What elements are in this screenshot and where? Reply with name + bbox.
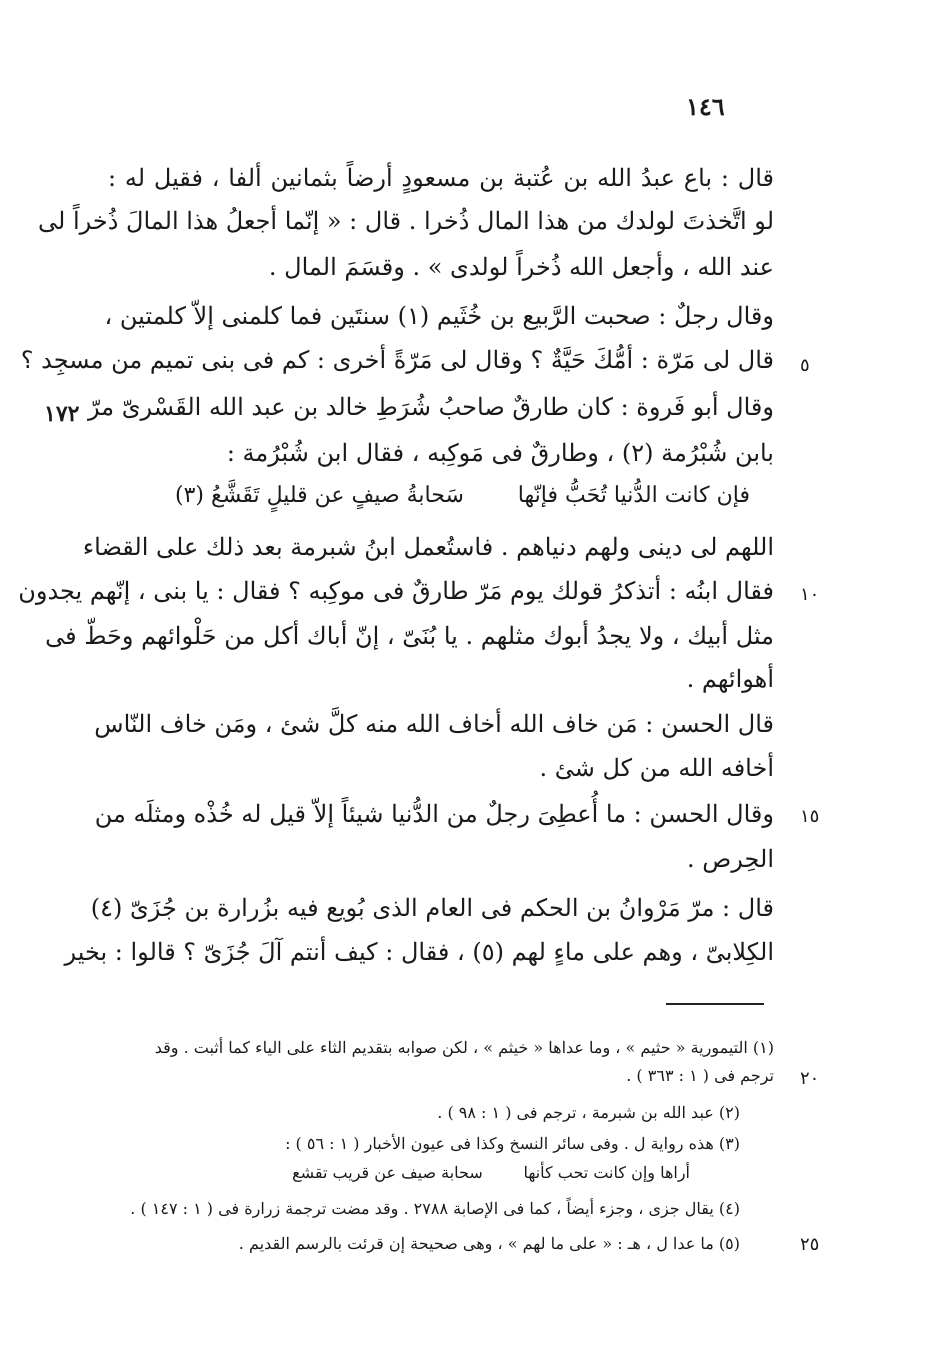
text-line: وقال رجلٌ : صحبت الرَّبيع بن خُثَيم (١) سنتَين فما كلمنى إلاّ كلمتين ، bbox=[104, 302, 774, 330]
page-number: ١٤٦ bbox=[686, 92, 725, 121]
text-line: قال الحسن : مَن خاف الله أخاف الله منه كلَّ شئ ، ومَن خاف النّاس bbox=[94, 710, 774, 738]
text-line: مثل أبيك ، ولا يجدُ أبوك مثلهم . يا بُنَىّ ، إنّ أباك أكل من حَلْوائهم وحَطّ فى bbox=[45, 622, 774, 650]
footnote-4: (٤) يقال جزى ، وجزء أيضاً ، كما فى الإصابة ٢٧٨٨ . وقد مضت ترجمة زرارة فى ( ١ : ١٤٧ ) . bbox=[130, 1199, 740, 1218]
text-line: أهوائهم . bbox=[686, 665, 774, 693]
text-line: وقال الحسن : ما أُعطِىَ رجلٌ من الدُّنيا شيئاً إلاّ قيل له خُذْه ومثلَه من bbox=[94, 800, 774, 828]
footnote-2: (٢) عبد الله بن شبرمة ، ترجم فى ( ١ : ٩٨ ) . bbox=[437, 1103, 740, 1122]
verse-first-hemistich: فإن كانت الدُّنيا تُحَبُّ فإنّها bbox=[517, 483, 750, 508]
text-line: قال : باع عبدُ الله بن عُتبة بن مسعودٍ أرضاً بثمانين ألفا ، فقيل له : bbox=[108, 164, 775, 192]
line-number: ١٥ bbox=[800, 806, 820, 827]
footnote-3-verse: أراها وإن كانت تحب كأنها سحابة صيف عن قريب تقشع bbox=[292, 1163, 690, 1182]
footnote-1: (١) التيمورية « حثيم » ، وما عداها « خيثم » ، لكن صوابه بتقديم الثاء على الياء كما أثبت . وقد bbox=[154, 1038, 774, 1057]
text-line: قال لى مَرّة : أمُّكَ حَيَّةٌ ؟ وقال لى مَرّةً أخرى : كم فى بنى تميم من مسجِد ؟ bbox=[20, 346, 774, 374]
footnote-3: (٣) هذه رواية ل . وفى سائر النسخ وكذا فى عيون الأخبار ( ١ : ٥٦ ) : bbox=[285, 1134, 740, 1153]
text-line: اللهم لى دينى ولهم دنياهم . فاستُعمل ابنُ شبرمة بعد ذلك على القضاء bbox=[82, 533, 774, 561]
line-number: ٢٥ bbox=[800, 1234, 820, 1255]
line-number: ١٠ bbox=[800, 584, 820, 605]
text-line: الكِلابىّ ، وهم على ماءٍ لهم (٥) ، فقال : كيف أنتم آلَ جُزَىّ ؟ قالوا : بخير bbox=[64, 938, 774, 966]
text-line: فقال ابنُه : أتذكرُ قولك يوم مَرّ طارقٌ فى موكِبه ؟ فقال : يا بنى ، إنّهم يجدون bbox=[18, 577, 774, 605]
text-line: بابن شُبْرُمة (٢) ، وطارقٌ فى مَوكِبه ، فقال ابن شُبْرُمة : bbox=[226, 439, 774, 467]
verse-second-hemistich: سَحابةُ صيفٍ عن قليلٍ تَقَشَّعُ (٣) bbox=[175, 483, 464, 508]
footnote-5: (٥) ما عدا ل ، هـ : « على ما لهم » ، وهى صحيحة إن قرئت بالرسم القديم . bbox=[238, 1234, 740, 1253]
margin-reference-number: ١٧٢ bbox=[44, 401, 80, 427]
footnote-1-continued: ترجم فى ( ١ : ٣٦٣ ) . bbox=[626, 1066, 774, 1085]
text-line: الحِرص . bbox=[687, 845, 774, 873]
line-number: ٢٠ bbox=[800, 1068, 820, 1089]
footnote-separator bbox=[666, 1003, 764, 1005]
text-line: لو اتَّخذتَ لولدك من هذا المال ذُخرا . قال : « إنّما أجعلُ هذا المالَ ذُخراً لى bbox=[38, 207, 774, 235]
text-line: أخافه الله من كل شئ . bbox=[539, 754, 774, 782]
line-number: ٥ bbox=[800, 355, 810, 376]
text-line: قال : مرّ مَرْوانُ بن الحكم فى العام الذى بُويع فيه بزُرارة بن جُزَىّ (٤) bbox=[90, 894, 774, 922]
text-line: وقال أبو فَروة : كان طارقٌ صاحبُ شُرَطِ خالد بن عبد الله القَسْرىّ مرّ bbox=[88, 393, 774, 421]
text-line: عند الله ، وأجعل الله ذُخراً لولدى » . وقسَمَ المال . bbox=[268, 253, 774, 281]
